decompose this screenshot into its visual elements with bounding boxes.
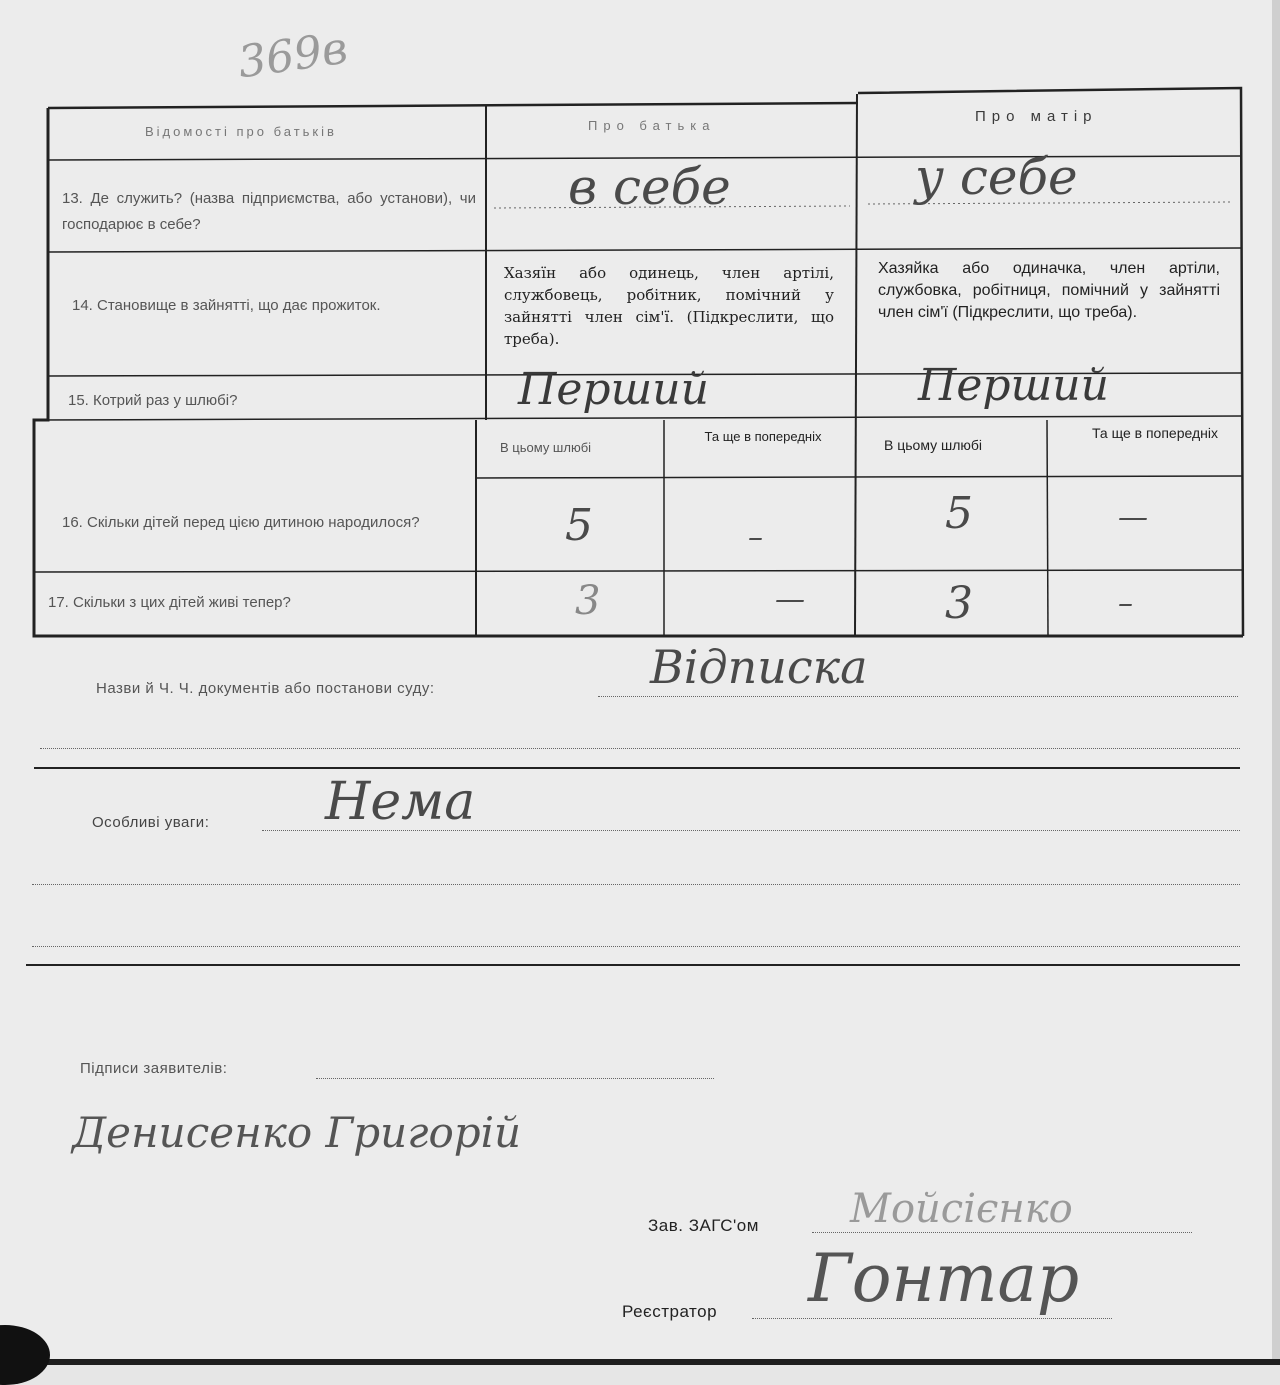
header-father: Про батька — [588, 118, 716, 133]
row14-father-options: Хазяїн або одинець, член артілі, службовець, робітник, помічний у зайнятті член сім'ї. (Підкреслити, що треба). — [504, 264, 834, 348]
subheader-father-prev: Та ще в попередніх — [704, 429, 822, 444]
row14-mother-options: Хазяйка або одиначка, член артіли, службовка, робітниця, помічний у зайнятті член сім'ї (Підкреслити, що треба). — [878, 260, 1220, 321]
registrar-label: Реєстратор — [622, 1302, 718, 1321]
row15-mother-value: Перший — [918, 360, 1109, 411]
row17-mother-prev: – — [1118, 586, 1133, 621]
row16-label: 16. Скільки дітей перед цією дитиною народилося? — [62, 514, 420, 531]
signatures-label: Підписи заявителів: — [80, 1060, 228, 1077]
remarks-line-3 — [32, 946, 1240, 947]
documents-line-2 — [40, 748, 1240, 749]
zags-head-value: Мойсієнко — [850, 1186, 1073, 1232]
row15-label: 15. Котрий раз у шлюбі? — [68, 392, 238, 409]
zags-head-label: Зав. ЗАГС'ом — [648, 1216, 759, 1235]
documents-label: Назви й Ч. Ч. документів або постанови суду: — [96, 680, 435, 697]
registrar-value: Гонтар — [808, 1240, 1080, 1317]
subheader-father-this: В цьому шлюбі — [500, 440, 592, 455]
row14-label: 14. Становище в зайнятті, що дає прожиток. — [72, 297, 381, 314]
signatures-value: Дениcенко Григорій — [72, 1108, 522, 1157]
row16-father-prev: – — [748, 520, 763, 555]
subheader-mother-this: В цьому шлюбі — [884, 437, 983, 453]
row16-mother-this: 5 — [945, 488, 973, 539]
header-info: Відомості про батьків — [145, 124, 337, 139]
row17-label: 17. Скільки з цих дітей живі тепер? — [48, 594, 291, 611]
subheader-mother-prev: Та ще в попередніх — [1092, 425, 1218, 441]
zags-head-line — [812, 1232, 1192, 1233]
signatures-line — [316, 1078, 714, 1079]
row16-father-this: 5 — [565, 500, 593, 551]
row13-label: 13. Де служить? (назва підприємства, або установи), чи господарює в себе? — [62, 190, 476, 233]
row13-father-value: в себе — [568, 158, 731, 216]
row17-father-prev: — — [775, 582, 805, 617]
registrar-line — [752, 1318, 1112, 1319]
row13-mother-value: у себе — [915, 148, 1078, 206]
remarks-label: Особливі уваги: — [92, 814, 210, 831]
row16-mother-prev: — — [1118, 500, 1148, 535]
bottom-edge-shadow — [0, 1359, 1280, 1365]
corner-curl — [0, 1325, 50, 1385]
archive-number: 369в — [234, 22, 351, 89]
documents-value: Відписка — [650, 640, 868, 694]
remarks-line-2 — [32, 884, 1240, 885]
row17-mother-this: 3 — [945, 578, 973, 629]
remarks-value: Нема — [325, 772, 476, 832]
remarks-rule — [26, 964, 1240, 966]
row17-father-this: 3 — [575, 578, 601, 624]
row15-father-value: Перший — [518, 364, 709, 415]
documents-rule — [34, 767, 1240, 769]
header-mother: Про матір — [975, 108, 1098, 125]
documents-line — [598, 696, 1238, 697]
right-edge-shadow — [1272, 0, 1280, 1365]
